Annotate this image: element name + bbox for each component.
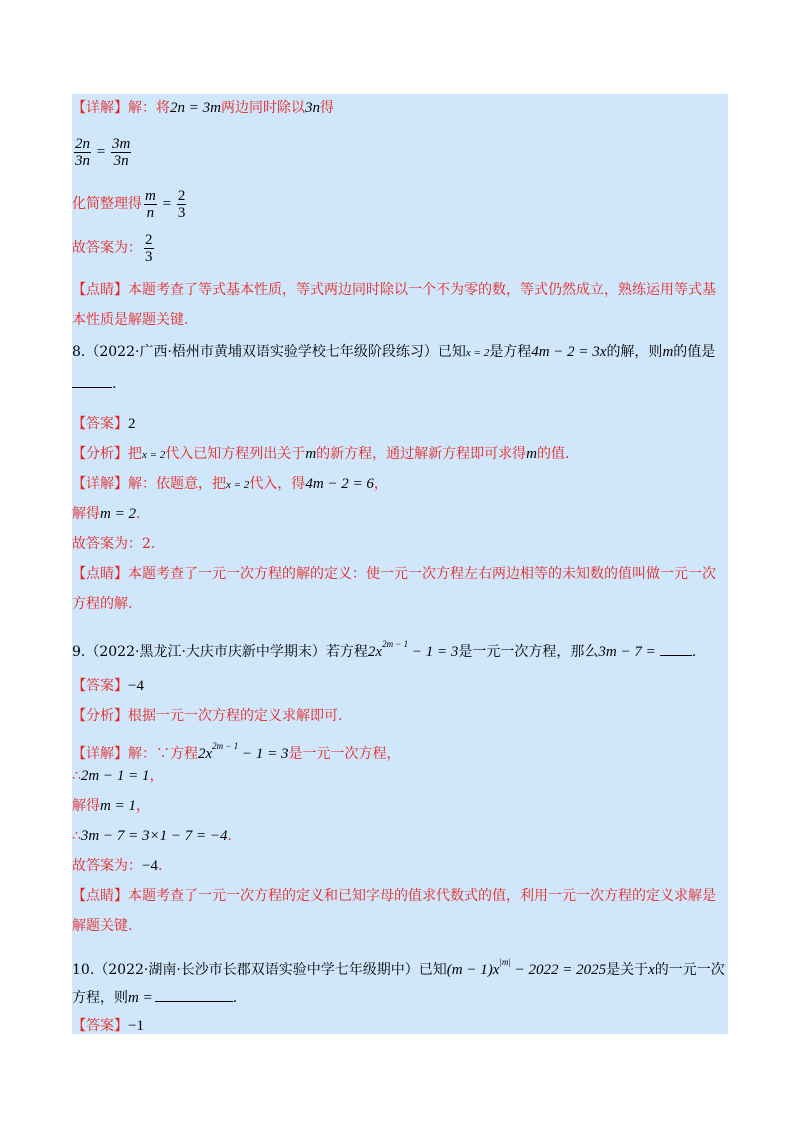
comment-text: 本性质是解题关键. [72,312,189,328]
period: . [232,990,238,1006]
q8-analysis-line [72,440,728,468]
expression: m = [128,990,153,1006]
solve-text: 解得 [72,506,100,522]
period: . [157,858,163,874]
question-text: 是方程 [489,344,532,360]
analysis-text: 的新方程，通过解新方程即可求得 [316,446,527,462]
therefore-symbol: ∴ [72,768,81,784]
variable: m [526,446,537,462]
detail-text: 解：依题意，把 [128,476,226,492]
question-source: （2022·黑龙江·大庆市庆新中学期末）若方程 [85,644,368,660]
q10-answer-line [72,1012,728,1040]
answer-tag: 【答案】 [72,678,128,694]
question-source: （2022·湖南·长沙市长郡双语实验中学七年级期中）已知 [94,962,447,978]
question-text: 的解，则 [606,344,663,360]
simplify-text: 化简整理得 [72,196,142,212]
question-text: 的一元一次 [654,962,725,978]
answer-blank [155,987,233,1002]
answer-value: −1 [128,1018,144,1034]
equation: m = 2 [100,506,136,522]
variable: m [305,446,317,462]
answer-section [72,94,728,1034]
solve-text: 解得 [72,798,100,814]
analysis-text: 代入已知方程列出关于 [165,446,306,462]
detail-text: 解：∵方程 [128,746,198,762]
analysis-text: 把 [128,446,142,462]
q9-question-line [72,624,728,664]
q9-comment-line1 [72,882,728,910]
question-number: 10. [72,962,95,978]
q7-fraction-equation: $\frac{2n}{3n}$ = $\frac{3m}{3n}$ [75,135,131,169]
equation: $2x^{2m - 1} - 1 = 3$ [367,639,459,660]
equation: m = 1 [100,798,136,814]
analysis-text: 的值. [537,446,570,462]
q7-comment-line1 [72,276,728,304]
q8-comment-line1 [72,560,728,588]
fraction: $\frac{2n}{3n}$ [75,135,90,169]
detail-tag: 【详解】 [72,476,128,492]
q9-final-answer [72,852,728,880]
fraction: $\frac{3m}{3n}$ [111,135,131,169]
q8-comment-line2 [72,590,728,618]
question-text: 是一元一次方程，那么 [458,644,599,660]
detail-tag: 【详解】 [72,746,128,762]
q9-step2-line [72,822,728,850]
equation: 4m − 2 = 3x [531,344,607,360]
equation: $2x^{2m - 1} - 1 = 3$ [198,741,289,762]
comment-text: 本题考查了等式基本性质，等式两边同时除以一个不为零的数，等式仍然成立，熟练运用等式基 [128,282,716,298]
answer-text: 故答案为： [72,858,142,874]
q9-solve-line [72,792,728,820]
equation: 2n = 3m [170,100,221,116]
detail-text: ， [373,476,388,492]
equation: $(m - 1)x^{|m|} - 2022 = 2025$ [446,957,607,978]
detail-text: 是一元一次方程， [288,746,401,762]
q9-step1-line [72,762,728,790]
q9-detail-line [72,732,728,760]
fraction: $\frac{2}{3}$ [145,231,153,265]
q7-answer-line [72,228,728,268]
period: . [135,506,141,522]
q7-simplify-line: 化简整理得 $\frac{m}{n}$ = $\frac{2}{3}$ [72,187,186,221]
variable: x [648,962,655,978]
q7-detail-line [72,94,728,122]
equation: 2m − 1 = 1 [80,768,150,784]
comment-text: 本题考查了一元一次方程的解的定义：使一元一次方程左右两边相等的未知数的值叫做一元一次 [128,566,716,582]
q10-question-line2 [72,984,728,1012]
analysis-text: 根据一元一次方程的定义求解即可. [128,708,343,724]
answer-value: 2 [128,416,136,432]
answer-blank [72,373,112,388]
detail-text: 得 [319,100,334,116]
comment-tag: 【点睛】 [72,282,128,298]
answer-value: −4 [128,678,144,694]
q8-final-answer [72,530,728,558]
answer-value: −4 [142,858,158,874]
q9-answer-line [72,672,728,700]
q8-question-line2 [72,370,728,398]
answer-blank [660,641,692,656]
question-number: 8. [72,344,86,360]
q8-answer-line [72,410,728,438]
answer-tag: 【答案】 [72,416,128,432]
comment-text: 解题关键. [72,918,133,934]
answer-prefix: 故答案为： [72,240,142,256]
detail-text: 代入，得 [249,476,306,492]
q8-solve-line [72,500,728,528]
period: . [112,376,117,392]
q9-analysis-line [72,702,728,730]
equation: 4m − 2 = 6 [305,476,374,492]
therefore-symbol: ∴ [72,828,81,844]
comment-text: 方程的解. [72,596,133,612]
divisor: 3n [304,100,320,116]
comment-text: 本题考查了一元一次方程的定义和已知字母的值求代数式的值，利用一元一次方程的定义求解是 [128,888,716,904]
detail-tag: 【详解】 [72,100,128,116]
question-text: 方程，则 [72,990,128,1006]
answer-text: 故答案为：2. [72,536,156,552]
q9-comment-line2 [72,912,728,940]
question-text: 是关于 [606,962,649,978]
analysis-tag: 【分析】 [72,446,128,462]
question-text: 的值是 [673,344,716,360]
question-source: （2022·广西·梧州市黄埔双语实验学校七年级阶段练习）已知 [85,344,466,360]
q10-question-line1 [72,942,728,982]
q7-comment-line2 [72,306,728,334]
period: . [691,644,697,660]
fraction: $\frac{m}{n}$ [145,187,156,221]
expression: 3m − 7 = [598,644,656,660]
equation: x = 2 [465,347,490,359]
comment-tag: 【点睛】 [72,566,128,582]
question-number: 9. [72,644,86,660]
punct: ， [149,768,164,784]
detail-text: 解：将 [128,100,170,116]
answer-tag: 【答案】 [72,1018,128,1034]
equation: 3m − 7 = 3×1 − 7 = −4 [80,828,228,844]
detail-text: 两边同时除以 [220,100,305,116]
q8-question-line1 [72,338,728,366]
q8-detail-line [72,470,728,498]
fraction: $\frac{2}{3}$ [177,187,186,221]
variable: m [662,344,674,360]
punct: ， [135,798,150,814]
comment-tag: 【点睛】 [72,888,128,904]
period: . [227,828,232,844]
equation: x = 2 [226,479,250,491]
analysis-tag: 【分析】 [72,708,128,724]
equation: x = 2 [142,449,166,461]
